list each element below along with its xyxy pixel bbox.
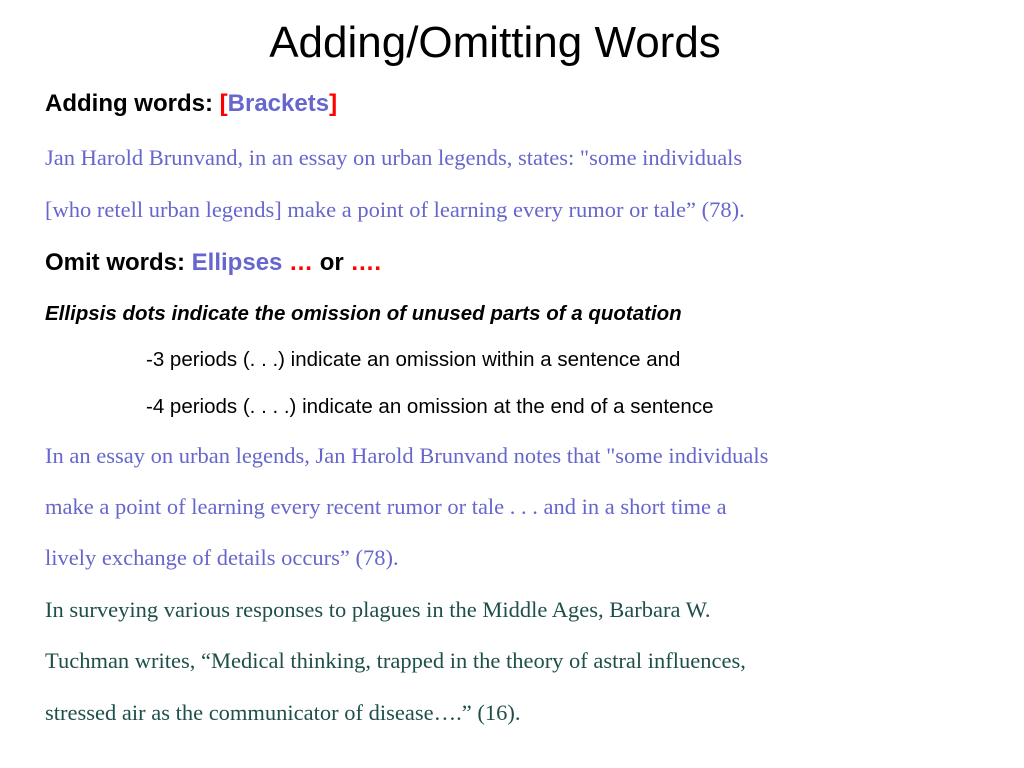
omit-example1-line-2: make a point of learning every recent rumor or tale . . . and in a short time a: [45, 494, 727, 519]
or-word: or: [313, 249, 351, 276]
bracket-open: [: [219, 90, 228, 117]
brackets-keyword: Brackets: [227, 90, 330, 117]
rule-three-periods: -3 periods (. . .) indicate an omission within a sentence and: [146, 348, 681, 371]
adding-example-line-1: Jan Harold Brunvand, in an essay on urban legends, states: "some individuals: [45, 145, 743, 170]
omit-label: Omit words:: [45, 249, 192, 276]
adding-example-line-2: [who retell urban legends] make a point of learning every rumor or tale” (78).: [45, 197, 745, 222]
bracket-close: ]: [329, 90, 338, 117]
slide-title: Adding/Omitting Words: [269, 18, 721, 67]
omit-example2-line-2: Tuchman writes, “Medical thinking, trapped in the theory of astral influences,: [45, 648, 746, 673]
three-dots: …: [282, 249, 314, 276]
ellipsis-note: Ellipsis dots indicate the omission of unused parts of a quotation: [45, 302, 682, 325]
omit-example2-line-1: In surveying various responses to plagues in the Middle Ages, Barbara W.: [45, 597, 711, 622]
ellipses-keyword: Ellipses: [191, 249, 283, 276]
omit-example1-line-1: In an essay on urban legends, Jan Harold Brunvand notes that "some individuals: [45, 443, 769, 468]
adding-label: Adding words:: [45, 90, 220, 117]
rule-four-periods: -4 periods (. . . .) indicate an omission at the end of a sentence: [146, 395, 714, 418]
four-dots: ….: [350, 249, 382, 276]
omit-example1-line-3: lively exchange of details occurs” (78).: [45, 545, 399, 570]
omit-example2-line-3: stressed air as the communicator of disease….” (16).: [45, 700, 521, 725]
omit-heading: [45, 249, 381, 277]
adding-heading: [45, 90, 337, 118]
